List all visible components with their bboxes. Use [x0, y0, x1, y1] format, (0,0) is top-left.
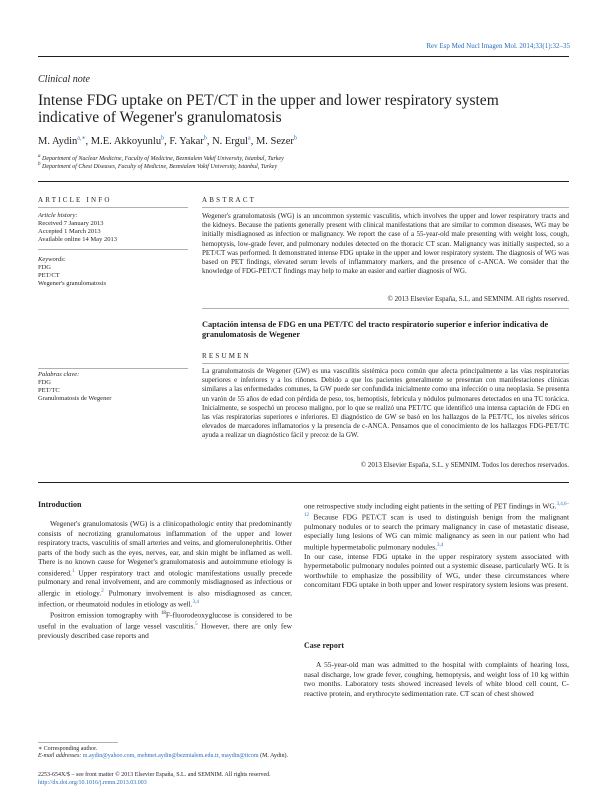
received-date: Received 7 January 2013: [38, 220, 104, 227]
resumen-rule: [202, 363, 569, 364]
resumen-heading: RESUMEN: [202, 352, 251, 360]
keyword-item: PET/CT: [38, 272, 60, 279]
article-history: [38, 212, 117, 244]
footnote: [38, 746, 298, 761]
author-2[interactable]: M.E. Akkoyunlu$^b$,: [90, 135, 167, 147]
abstract-text: Wegener's granulomatosis (WG) is an uncommon systemic vasculitis, which involves the upper and lower respiratory tracts and the kidneys. Because the patients generally present with clinical manifestations that are similar to common diseases, WG may be initially misdiagnosed as infection or malignancy. We report the case of a 55-year-old male presenting with weight loss, cough, hemoptysis, low-grade fever, and pulmonary nodules detected on the thoracic CT scan. Malignancy was initially suspected, so a PET/CT was performed. It demonstrated intense FDG uptake in the upper and lower respiratory system. The diagnosis of WG was based on PET findings, elevated serum levels of inflammatory markers, and the presence of c-ANCA. We consider that the knowledge of FDG-PET/CT findings may help to make an easier and earlier diagnosis of WG.: [202, 212, 569, 276]
introduction-column-right: [304, 500, 569, 590]
author-list: [38, 134, 297, 147]
corresponding-author: ∗ Corresponding author.: [38, 746, 98, 752]
title-rule: [38, 181, 569, 182]
introduction-column-left: [38, 519, 292, 640]
citation-link[interactable]: 2: [101, 588, 104, 594]
abstract-rule: [202, 207, 569, 208]
doi-link[interactable]: http://dx.doi.org/10.1016/j.remn.2013.03.003: [38, 780, 147, 786]
online-date: Available online 14 May 2013: [38, 236, 117, 243]
keywords-label: Keywords:: [38, 256, 66, 263]
email-link[interactable]: m.aydin@yahoo.com, mehmet.aydin@bezmialem.edu.tr, maydin@ttcom: [82, 753, 259, 760]
affiliation-b: $^b$ Department of Chest Diseases, Faculty of Medicine, Bezmialem Vakif University, Istanbul, Turkey: [38, 162, 278, 170]
citation-link[interactable]: 3,4: [437, 542, 444, 548]
author-3[interactable]: F. Yakar$^b$,: [169, 135, 210, 147]
case-report-paragraph: A 55-year-old man was admitted to the hospital with complaints of hearing loss, nasal discharge, low grade fever, coughing, hemoptysis, and weight loss of 10 kg within two months. Laboratory tests showed increased levels of white blood cell count, C-reactive protein, and erythrocyte sedimentation rate. CT scan of chest showed: [304, 660, 569, 698]
citation-link[interactable]: 1: [71, 568, 75, 574]
palabra-item: Granulomatosis de Wegener: [38, 395, 112, 402]
accepted-date: Accepted 1 March 2013: [38, 228, 101, 235]
abstract-copyright: © 2013 Elsevier España, S.L. and SEMNIM. All rights reserved.: [387, 295, 569, 303]
issn-line: 2253-654X/$ – see front matter © 2013 Elsevier España, S.L. and SEMNIM. All rights reserved.: [38, 772, 271, 778]
history-label: Article history:: [38, 212, 78, 219]
header-rule: [38, 56, 569, 57]
footnote-rule: [38, 742, 118, 743]
intro-continued: one retrospective study including eight patients in the setting of PET findings in WG.$^{3,4,6-12}$ Because FDG PET/CT scan is used to distinguish benign from the malignant pulmonary nodules or to search the primary malignancy in case of metastatic disease, especially lung lesions of WG can mimic malignancy as seen in our patient who had multiple hypermetabolic pulmonary nodules.$^{3,4}$: [304, 501, 569, 552]
journal-reference[interactable]: Rev Esp Med Nucl Imagen Mol. 2014;33(1):32–35: [426, 42, 570, 50]
palabras-label: Palabras clave:: [38, 371, 80, 378]
case-report-text: [304, 660, 569, 698]
author-1[interactable]: M. Aydin$^{a,∗}$,: [38, 135, 89, 147]
keywords: [38, 256, 106, 288]
citation-link[interactable]: 5: [195, 621, 198, 627]
front-matter-rule: [38, 482, 569, 483]
article-info-heading: ARTICLE INFO: [38, 196, 112, 204]
citation-link[interactable]: 3,4,6–12: [304, 502, 569, 518]
article-info-rule: [38, 207, 188, 208]
intro-paragraph-1: Wegener's granulomatosis (WG) is a clinicopathologic entity that predominantly consists of necrotizing granulomatous inflammation of the upper and lower respiratory tracts, vasculitis of small arteries and veins, and glomerulonephritis. Other parts of the body such as the eyes, nerves, ear, and skin might be inflamed as well. There is no known cause for Wegener's granulomatosis and autoimmune etiology is considered.$^1$ Upper respiratory tract and otologic manifestations usually precede pulmonary and renal involvement, and are commonly misdiagnosed as infectious or allergic in etiology.$^2$ Pulmonary involvement is also misdiagnosed as cancer, infection, or rheumatoid nodules in etiology as well.$^{3,4}$: [38, 519, 292, 609]
spanish-title: Captación intensa de FDG en una PET/TC del tracto respiratorio superior e inferior indicativa de granulomatosis de Wegener: [202, 320, 549, 339]
abstract-heading: ABSTRACT: [202, 196, 257, 204]
history-rule: [38, 249, 188, 250]
intro-paragraph-2: Positron emission tomography with $^{18}$F-fluorodeoxyglucose is considered to be useful in the evaluation of large vessel vasculitis.$^5$ However, there are only few previously described case reports and: [38, 610, 292, 640]
resumen-text: La granulomatosis de Wegener (GW) es una vasculitis sistémica poco común que afecta principalmente a las vías respiratorias superiores e inferiores y a los riñones. Debido a que los pacientes generalmente se presentan con manifestaciones clínicas similares a las enfermedades comunes, la GW puede ser confundida inicialmente como una infección o una neoplasia. Se presenta un varón de 55 años de edad con pérdida de peso, tos, hemoptisis, febrícula y nódulos pulmonares detectados en una TC torácica. Inicialmente, se sospechó un proceso maligno, por lo que se realizó una PET/TC que identificó una intensa captación de FDG en las vías respiratorias superiores e inferiores. El diagnóstico de GW se basó en los hallazgos de la PET/TC, los niveles séricos elevados de marcadores inflamatorios y la presencia de c-ANCA. Pensamos que el conocimiento de los hallazgos FDG-PET/TC ayuda a realizar un diagnóstico fácil y precoz de la GW.: [202, 367, 569, 440]
affiliation-a: $^a$ Department of Nuclear Medicine, Faculty of Medicine, Bezmialem Vakif University, Istanbul, Turkey: [38, 154, 284, 162]
palabra-item: PET/TC: [38, 387, 60, 394]
resumen-copyright: © 2013 Elsevier España, S.L. y SEMNIM. Todos los derechos reservados.: [360, 461, 569, 469]
palabras-clave: [38, 371, 111, 403]
author-5[interactable]: M. Sezer$^b$: [255, 135, 297, 147]
case-report-heading: Case report: [304, 641, 345, 650]
palabras-rule: [38, 368, 188, 369]
palabra-item: FDG: [38, 379, 52, 386]
keyword-item: FDG: [38, 264, 52, 271]
citation-link[interactable]: 3,4: [192, 599, 199, 605]
article-title: Intense FDG uptake on PET/CT in the upper and lower respiratory system indicative of Wegener's granulomatosis: [38, 92, 499, 126]
introduction-heading: Introduction: [38, 500, 82, 509]
intro-paragraph-3: In our case, intense FDG uptake in the upper respiratory system associated with hypermetabolic pulmonary nodules pointed out a systemic disease, particularly WG. It is worthwhile to emphasize the possibility of WG, under these circumstances where concomitant FDG uptake in both upper and lower respiratory system lesions was present.: [304, 551, 569, 590]
email-addresses: E-mail addresses: m.aydin@yahoo.com, mehmet.aydin@bezmialem.edu.tr, maydin@ttcom (M. Aydin).: [38, 753, 289, 760]
abstract-end-rule: [202, 308, 569, 309]
keyword-item: Wegener's granulomatosis: [38, 280, 106, 287]
article-type: Clinical note: [38, 74, 90, 85]
author-4[interactable]: N. Ergul$^a$,: [212, 135, 254, 147]
